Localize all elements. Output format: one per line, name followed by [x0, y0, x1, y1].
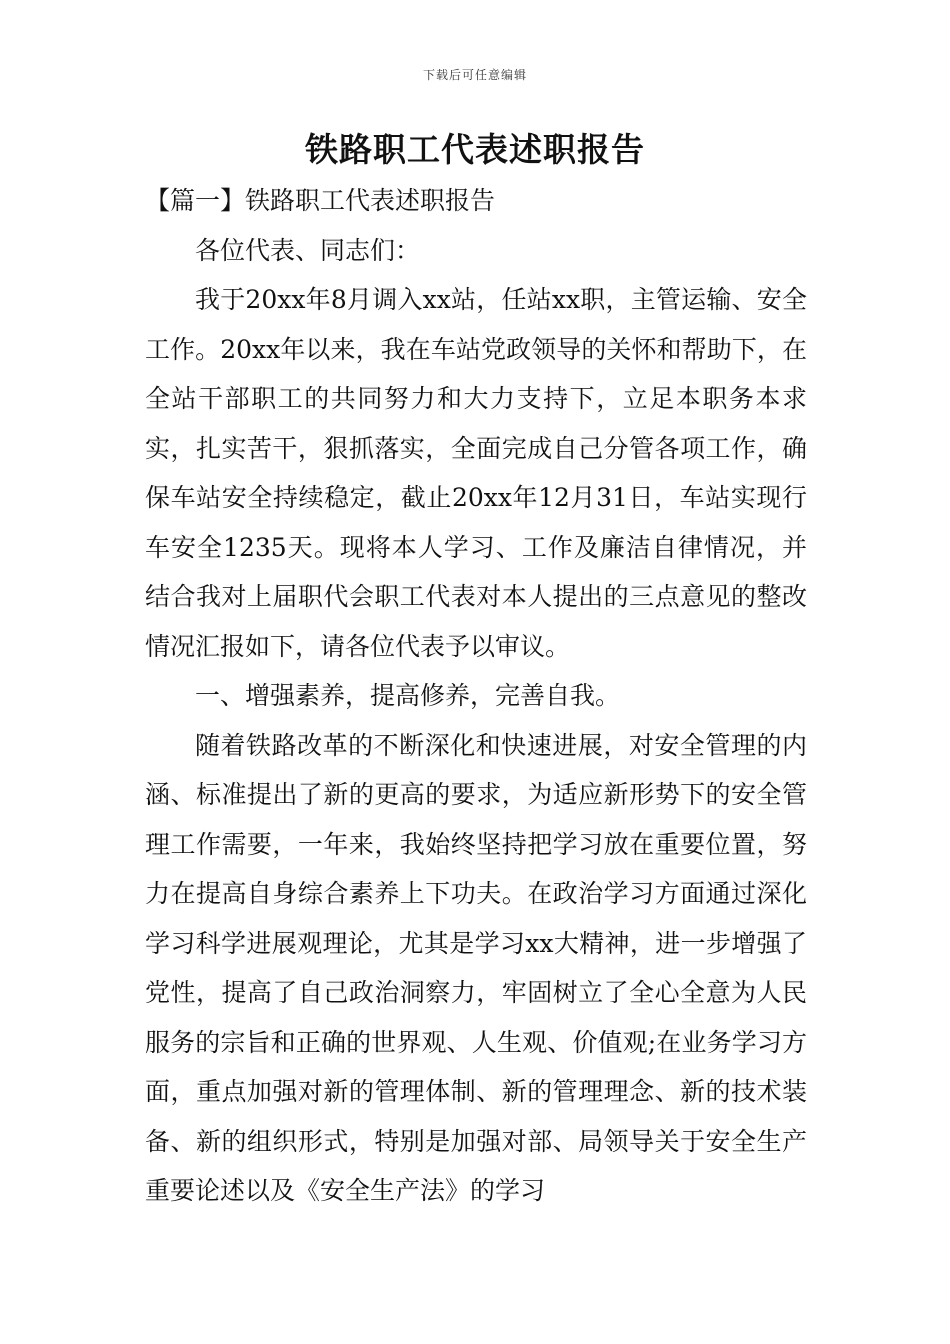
subheading-paragraph: 一、增强素养，提高修养，完善自我。: [195, 681, 621, 710]
section-heading: 【篇一】铁路职工代表述职报告: [145, 186, 496, 215]
document-title: 铁路职工代表述职报告: [305, 130, 645, 169]
body-paragraph: 我于20xx年8月调入xx站，任站xx职，主管运输、安全工作。20xx年以来，我在车站党政领导的关怀和帮助下，在全站干部职工的共同努力和大力支持下，立足本职务本求实，扎实苦干，狠抓落实，全面完成自己分管各项工作，确保车站安全持续稳定，截止20xx年12月31日，车站实现行车安全1235天。现将本人学习、工作及廉洁自律情况，并结合我对上届职代会职工代表对本人提出的三点意见的整改情况汇报如下，请各位代表予以审议。: [145, 285, 807, 661]
header-note: 下载后可任意编辑: [422, 68, 527, 82]
document-body: [145, 176, 807, 1216]
salutation-paragraph: 各位代表、同志们：: [195, 235, 421, 265]
body-paragraph: 随着铁路改革的不断深化和快速进展，对安全管理的内涵、标准提出了新的更高的要求，为适应新形势下的安全管理工作需要，一年来，我始终坚持把学习放在重要位置，努力在提高自身综合素养上下功夫。在政治学习方面通过深化学习科学进展观理论，尤其是学习xx大精神，进一步增强了党性，提高了自己政治洞察力，牢固树立了全心全意为人民服务的宗旨和正确的世界观、人生观、价值观;在业务学习方面，重点加强对新的管理体制、新的管理理念、新的技术装备、新的组织形式，特别是加强对部、局领导关于安全生产重要论述以及《安全生产法》的学习: [145, 730, 807, 1205]
